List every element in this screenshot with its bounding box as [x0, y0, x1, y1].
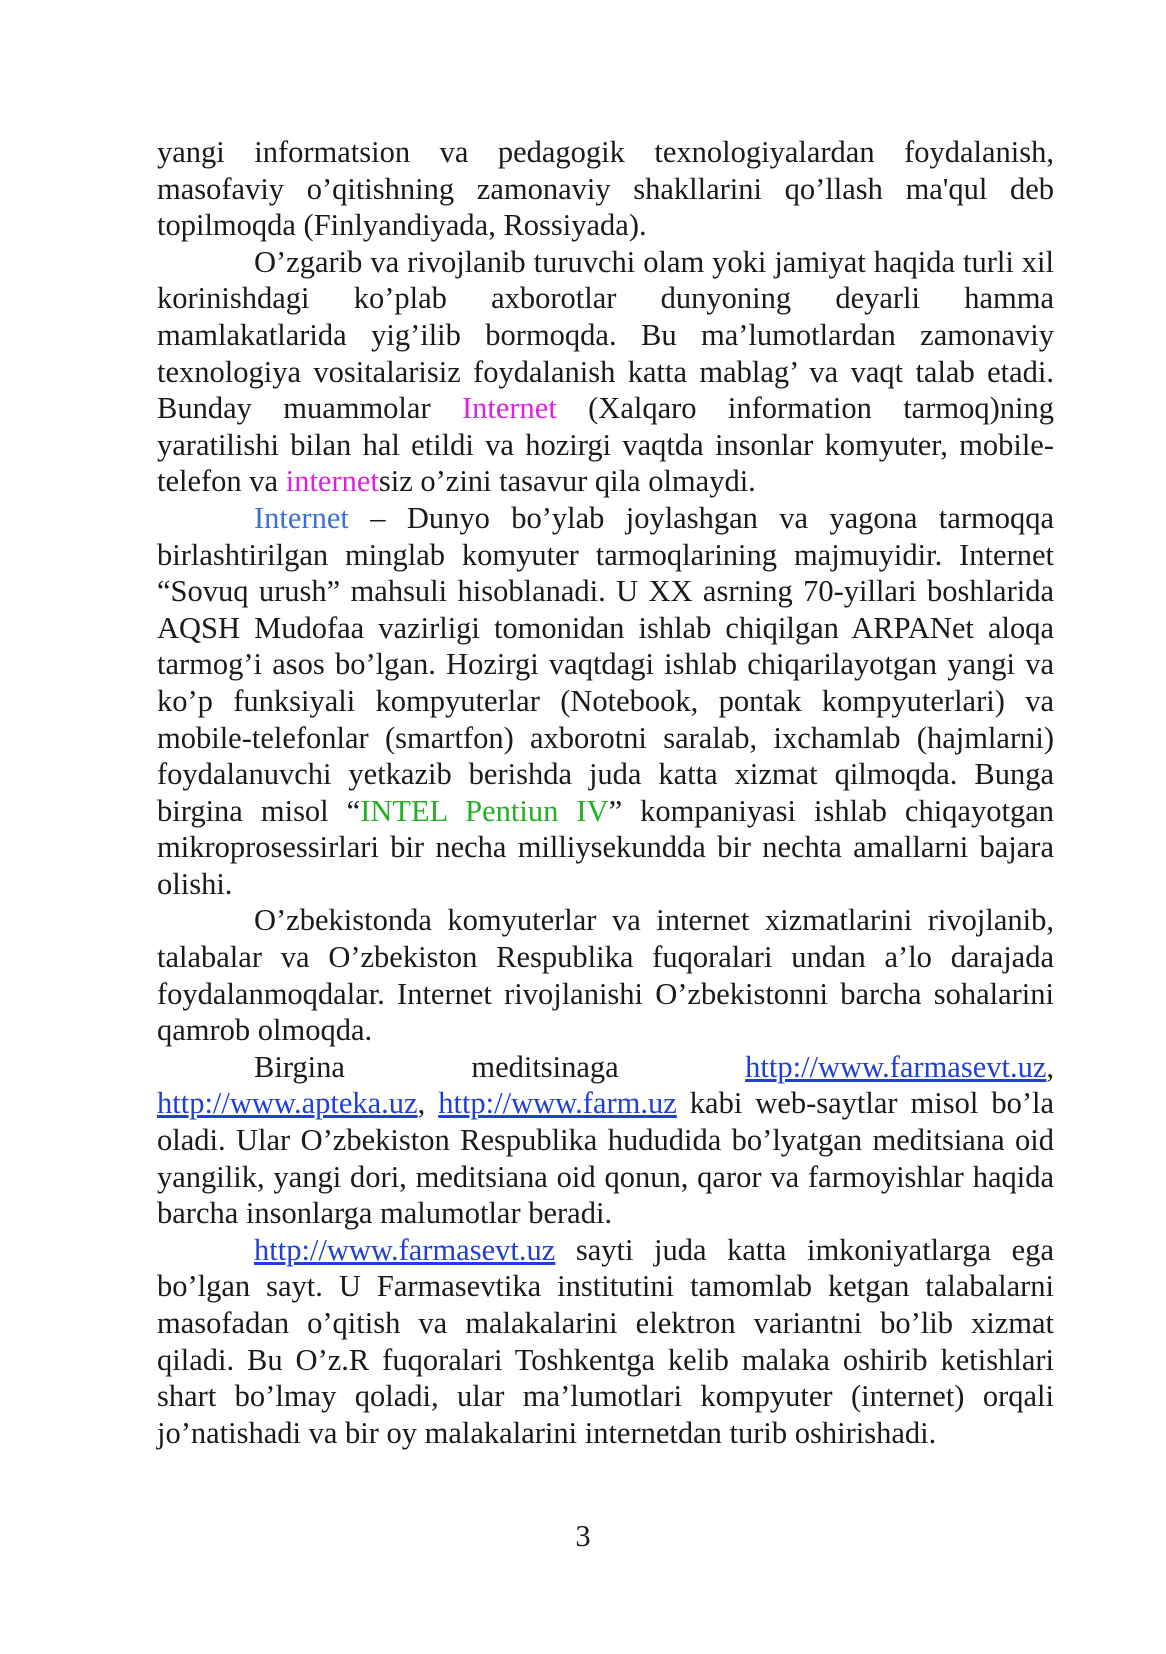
paragraph-3-text-a: – Dunyo bo’ylab joylashgan va yagona tarmoqqa birlashtirilgan minglab komyuter tarmoqlarining majmuyidir. Internet “Sovuq urush” mahsuli hisoblanadi. U XX asrning 70-yillari boshlarida AQSH Mudofaa vazirligi tomonidan ishlab chiqilgan ARPANet aloqa tarmog’i asos bo’lgan. Hozirgi vaqtdagi ishlab chiqarilayotgan yangi va ko’p funksiyali kompyuterlar (Notebook, pontak kompyuterlari) va mobile-telefonlar (smartfon) axborotni saralab, ixchamlab (hajmlarni) foydalanuvchi yetkazib berishda juda katta xizmat qilmoqda. Bunga birgina misol “ [157, 500, 1054, 828]
paragraph-4-text: O’zbekistonda komyuterlar va internet xizmatlarini rivojlanib, talabalar va O’zbekiston Respublika fuqoralari undan a’lo darajada foydalanmoqdalar. Internet rivojlanishi O’zbekistonni barcha sohalarini qamrob olmoqda. [157, 903, 1054, 1048]
paragraph-5 [157, 1049, 1054, 1232]
paragraph-2-text-b: (Xalqaro information tarmoq)ning yaratilishi bilan hal etildi va hozirgi vaqtda insonlar komyuter, mobile-telefon va [157, 391, 1054, 499]
link-apteka[interactable]: http://www.apteka.uz [157, 1086, 418, 1121]
paragraph-1 [157, 134, 1054, 244]
internet-highlight-inline: internet [285, 464, 379, 499]
paragraph-5-text-b: kabi web-saytlar misol bo’la oladi. Ular O’zbekiston Respublika hududida bo’lyatgan meditsiana oid yangilik, yangi dori, meditsiana oid qonun, qaror va farmoyishlar haqida barcha insonlarga malumotlar beradi. [157, 1086, 1055, 1231]
link-farmasevt-2[interactable]: http://www.farmasevt.uz [254, 1232, 556, 1267]
page-number: 3 [575, 1519, 591, 1553]
link-farm[interactable]: http://www.farm.uz [438, 1086, 677, 1121]
intel-pentium-highlight: INTEL Pentiun IV [360, 793, 609, 828]
paragraph-6 [157, 1232, 1054, 1452]
paragraph-3-text-b: ” kompaniyasi ishlab chiqayotgan mikroprosessirlari bir necha milliysekundda bir nechta amallarni bajara olishi. [157, 793, 1054, 901]
paragraph-2-text-a: O’zgarib va rivojlanib turuvchi olam yoki jamiyat haqida turli xil korinishdagi ko’plab axborotlar dunyoning deyarli hamma mamlakatlarida yig’ilib bormoqda. Bu ma’lumotlardan zamonaviy texnologiya vositalarisiz foydalanish katta mablag’ va vaqt talab etadi. Bunday muammolar [157, 244, 1054, 426]
internet-highlight: Internet [461, 391, 557, 426]
page-body [157, 134, 1054, 1451]
link-farmasevt[interactable]: http://www.farmasevt.uz [745, 1049, 1047, 1084]
paragraph-5-sep-1: , [1046, 1049, 1054, 1084]
paragraph-1-text: yangi informatsion va pedagogik texnologiyalardan foydalanish, masofaviy o’qitishning zamonaviy shakllarini qo’llash ma'qul deb topilmoqda (Finlyandiyada, Rossiyada). [157, 135, 1054, 243]
paragraph-2-text-c: siz o’zini tasavur qila olmaydi. [378, 464, 756, 499]
internet-term-highlight: Internet [254, 500, 349, 535]
paragraph-2 [157, 244, 1054, 500]
paragraph-6-text: sayti juda katta imkoniyatlarga ega bo’lgan sayt. U Farmasevtika institutini tamomlab ketgan talabalarni masofadan o’qitish va malakalarini elektron variantni bo’lib xizmat qiladi. Bu O’z.R fuqoralari Toshkentga kelib malaka oshirib ketishlari shart bo’lmay qoladi, ular ma’lumotlari kompyuter (internet) orqali jo’natishadi va bir oy malakalarini internetdan turib oshirishadi. [157, 1232, 1054, 1450]
paragraph-3 [157, 500, 1054, 903]
paragraph-5-sep-2: , [417, 1086, 439, 1121]
paragraph-4 [157, 902, 1054, 1048]
paragraph-5-text-a: Birgina meditsinaga [254, 1049, 746, 1084]
